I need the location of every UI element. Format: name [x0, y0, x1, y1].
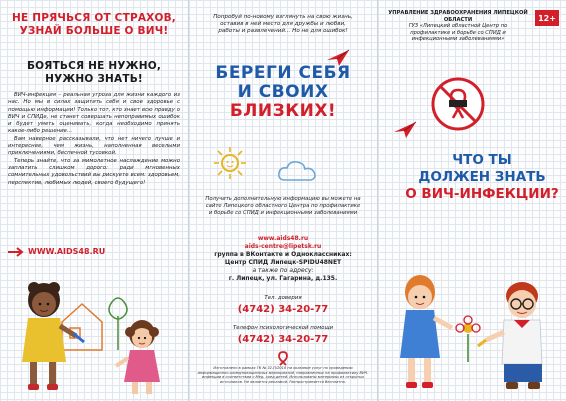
address: г. Липецк, ул. Гагарина, д.135. — [228, 275, 338, 282]
age-badge: 12+ — [535, 10, 559, 26]
panel2-intro — [197, 14, 369, 36]
body-paragraph: Вам наверное рассказывали, что нет ничего лучше и интереснее, чем жизнь, наполненная веселыми приключениями, беспечной тусовкой. — [8, 135, 180, 157]
panel-right — [378, 0, 566, 401]
body-paragraph: Теперь знайте, что за мимолетное наслаждение можно заплатить слишком дорого: ради мгновенных сомнительных удовольствий вы рискуете всем: здоровьем, перспектив, любимых людей, своего будущего! — [8, 157, 180, 186]
tel1-label: Тел. доверия — [264, 295, 302, 301]
org-subtitle: ГУЗ «Липецкий областной Центр по профилактике и борьбе со СПИД и инфекционными заболеваниями» — [408, 23, 508, 43]
org-title: УПРАВЛЕНИЕ ЗДРАВООХРАНЕНИЯ ЛИПЕЦКОЙ ОБЛАСТИ — [388, 10, 528, 23]
contact-block — [199, 235, 367, 283]
red-ribbon-icon — [277, 350, 289, 366]
logo-icon — [430, 76, 486, 132]
cloud-icon — [277, 160, 329, 184]
panel1-title: НЕ ПРЯЧЬСЯ ОТ СТРАХОВ, УЗНАЙ БОЛЬШЕ О ВИЧ! — [12, 12, 176, 37]
organization — [388, 10, 528, 43]
site-link[interactable]: www.aids48.ru — [257, 235, 309, 242]
headline-line: ЧТО ТЫ — [452, 152, 512, 168]
tel1-number[interactable]: (4742) 34-20-77 — [237, 304, 329, 315]
intro-line: оставив в ней место для дружбы и любви, — [220, 21, 346, 28]
body-paragraph: ВИЧ-инфекция – реальная угроза для жизни каждого из нас. Но мы в силах защитить себя и свое здоровье с помощью информации! Только тот, кто знает всю правду о ВИЧ и СПИДе, не станет совершать непоправимых ошибок и будет уметь оценивать, когда необходимо принять какое-либо решение... — [8, 92, 180, 135]
info-text: Получить дополнительную информацию вы можете на сайте Липецкого областного Центра по профилактике и борьбе со СПИД и инфекционными заболеваниями — [205, 196, 361, 216]
panel-center — [189, 0, 377, 401]
main-slogan — [203, 64, 363, 121]
kids-illustration — [4, 262, 184, 398]
address-intro: а также по адресу: — [252, 267, 314, 274]
website-link[interactable]: WWW.AIDS48.RU — [28, 247, 106, 256]
fine-print: Изготовлено в рамках ГК № 32-П/2018 на оказание услуг по проведению информационно-коммуникационных мероприятий, направленных на профилактику ВИЧ-инфекции в соответствии с Мед. сред.детей. Использованы материалы из открытых источников. Не является рекламой. Распространяется бесплатно. — [197, 366, 369, 384]
main-headline — [402, 152, 562, 203]
headline-line: О ВИЧ-ИНФЕКЦИИ? — [405, 186, 559, 202]
slogan-line: И СВОИХ — [237, 82, 329, 102]
group-label: группа в ВКонтакте и Одноклассниках: — [214, 251, 352, 258]
panel1-body — [8, 92, 180, 187]
arrow-icon — [6, 246, 26, 258]
panel1-subtitle: БОЯТЬСЯ НЕ НУЖНО, НУЖНО ЗНАТЬ! — [26, 60, 162, 85]
tel2-number[interactable]: (4742) 34-20-77 — [237, 334, 329, 345]
slogan-line: БЕРЕГИ СЕБЯ — [215, 63, 351, 83]
group-name: Центр СПИД Липецк-SPIDU48NET — [224, 259, 342, 266]
flower-icon — [456, 316, 480, 362]
tel2-label: Телефон психологической помощи — [232, 325, 334, 331]
slogan-line: БЛИЗКИХ! — [229, 101, 337, 121]
intro-line: Попробуй по-новому взглянуть на свою жизнь, — [213, 14, 353, 20]
intro-line: работы и развлечений... Но не для ошибок! — [218, 28, 348, 35]
sun-icon — [213, 146, 247, 180]
panel-left — [0, 0, 188, 401]
kids-drawing-illustration — [386, 262, 562, 398]
paper-plane-icon — [392, 120, 418, 140]
headline-line: ДОЛЖЕН ЗНАТЬ — [418, 169, 546, 185]
email-link[interactable]: aids-centre@lipetsk.ru — [244, 243, 322, 250]
